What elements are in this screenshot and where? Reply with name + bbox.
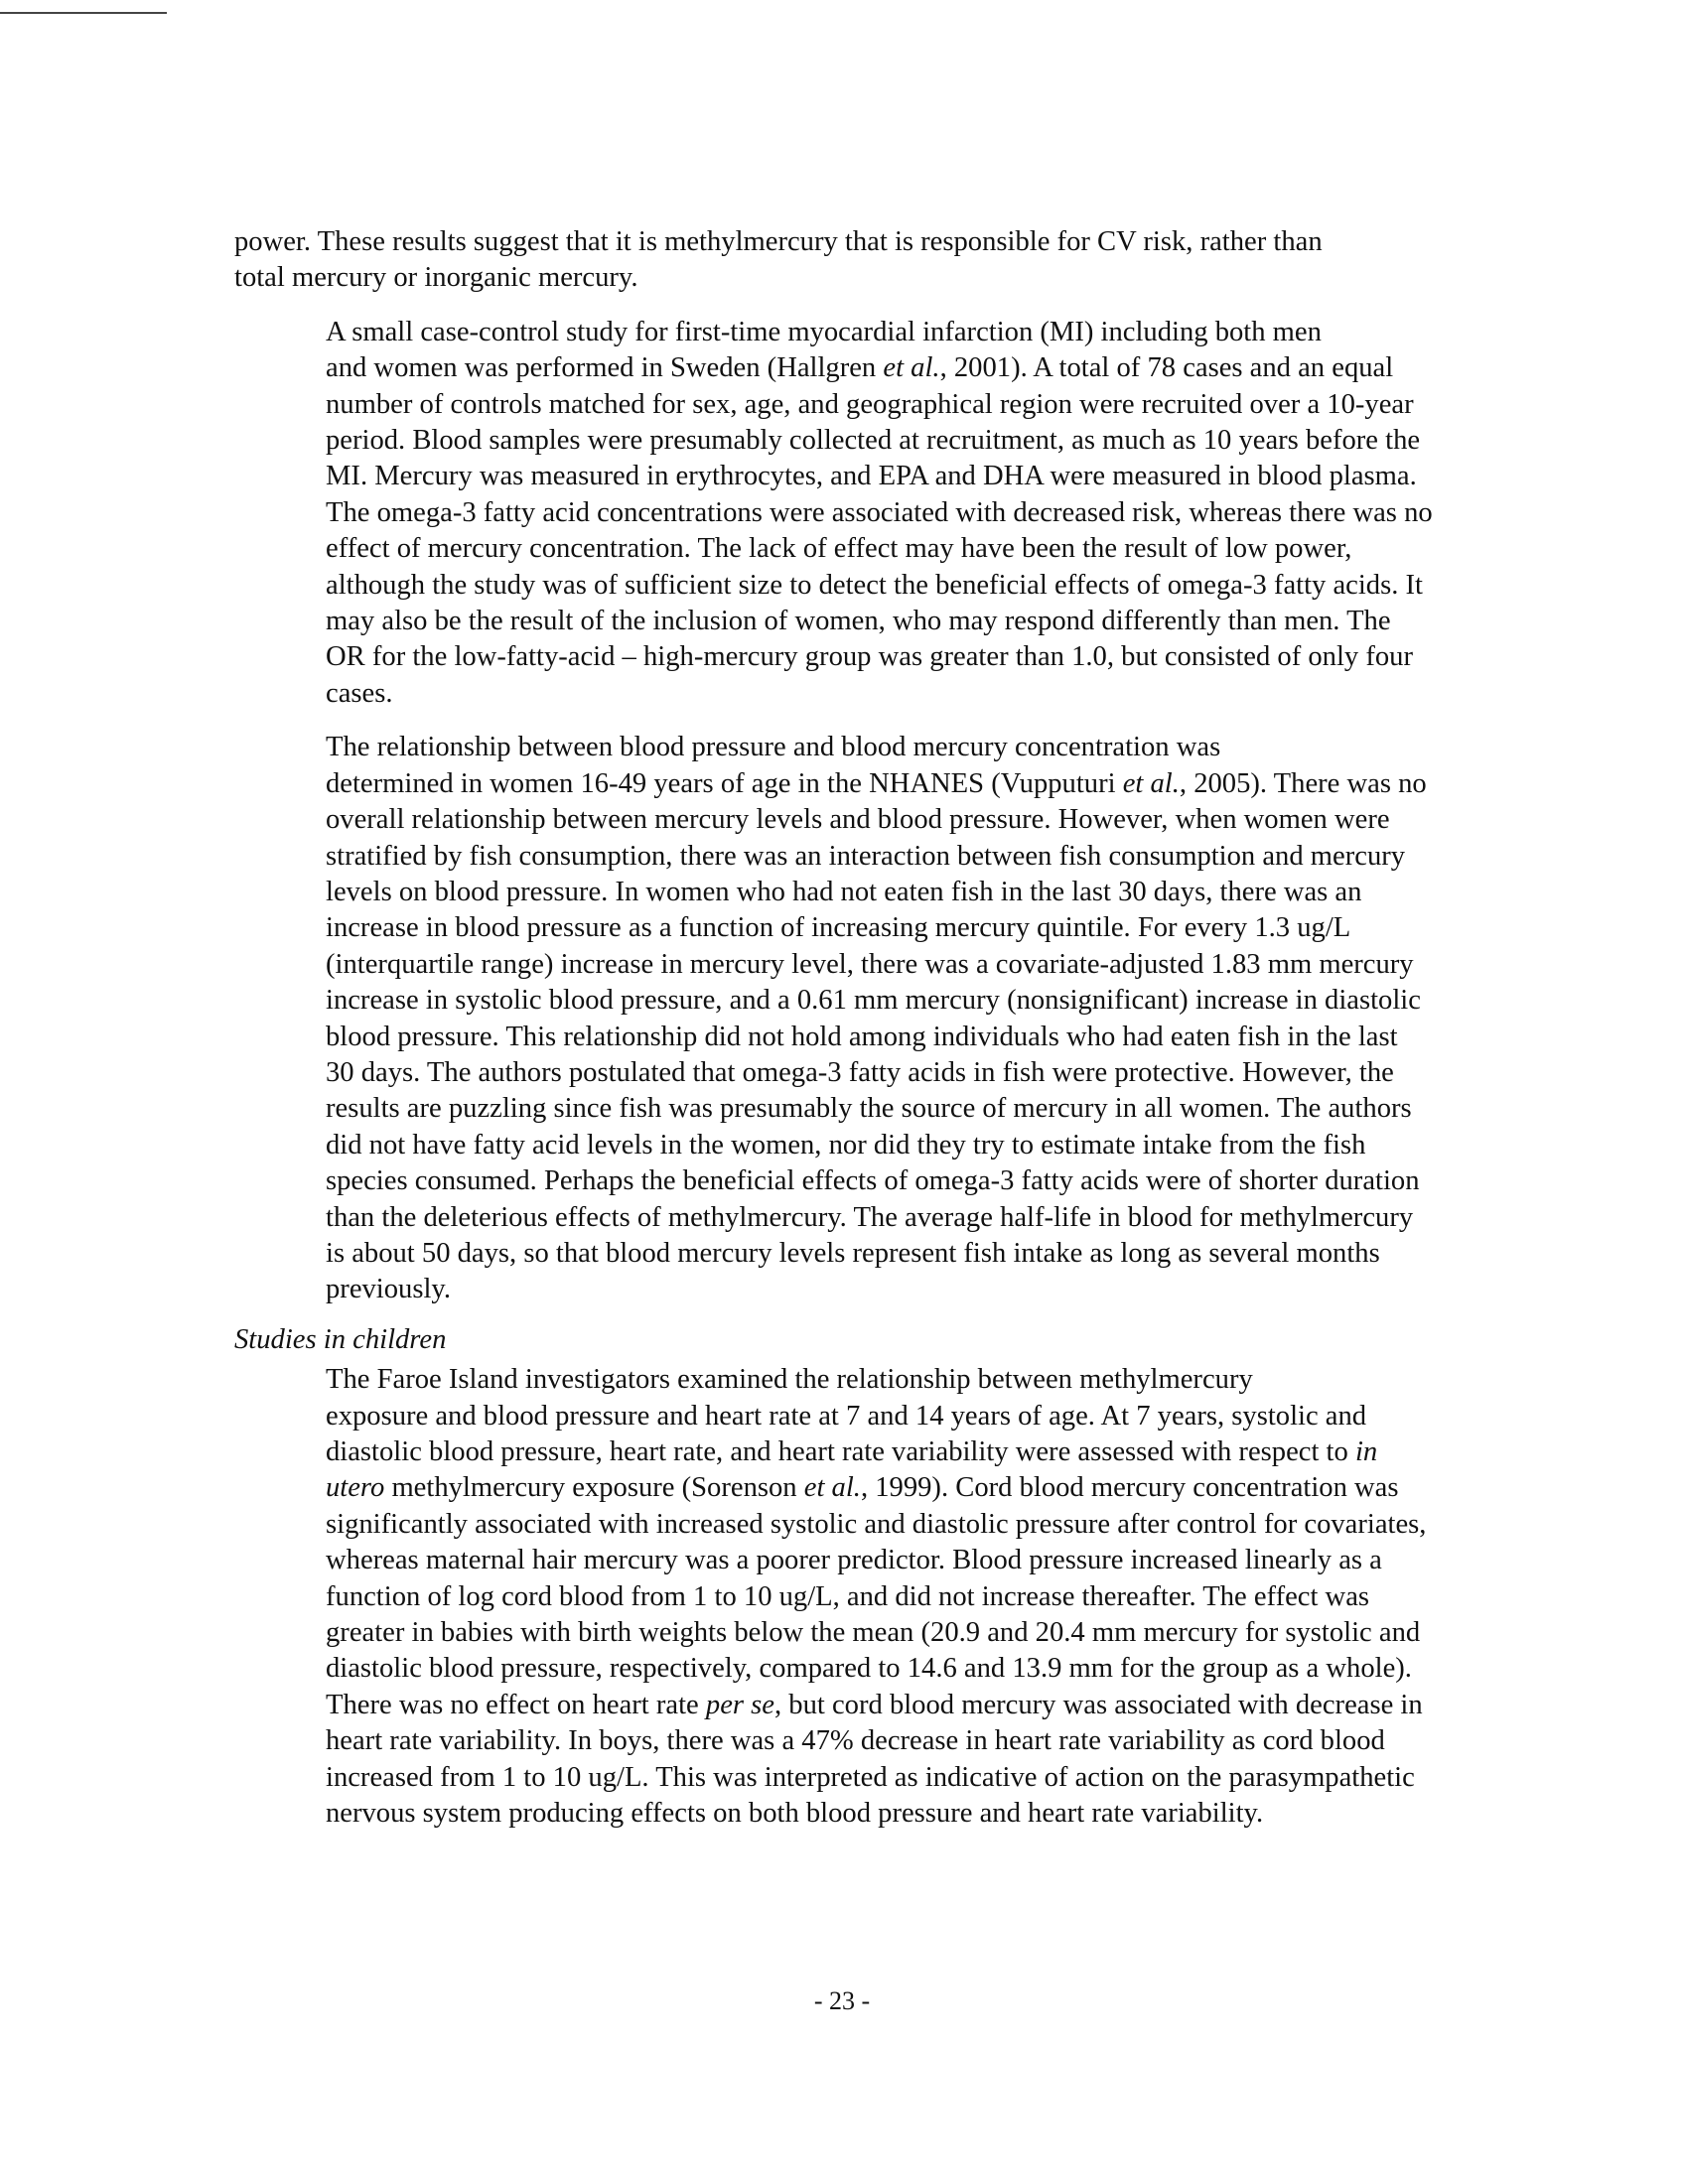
text-run: , but cord blood mercury was associated with decrease in heart rate variability. In boys, there was a 47% decrease in heart rate variability as cord blood increased from 1 to 10 ug/L. This was interpreted as indicative of action on the parasympathetic nervous system producing effects on both blood pressure and heart rate variability. <box>326 1689 1423 1830</box>
paragraph-cv-risk-conclusion <box>234 224 1475 297</box>
header-rule <box>0 12 167 14</box>
page-body <box>234 224 1475 1849</box>
paragraph-nhanes-blood-pressure <box>234 730 1475 1308</box>
section-heading-studies-in-children: Studies in children <box>234 1323 447 1355</box>
text-run: , 2005). There was no overall relationship between mercury levels and blood pressure. However, when women were stratified by fish consumption, there was an interaction between fish consumption and mercury levels on blood pressure. In women who had not eaten fish in the last 30 days, there was an increase in blood pressure as a function of increasing mercury quintile. For every 1.3 ug/L (interquartile range) increase in mercury level, there was a covariate-adjusted 1.83 mm mercury increase in systolic blood pressure, and a 0.61 mm mercury (nonsignificant) increase in diastolic blood pressure. This relationship did not hold among individuals who had eaten fish in the last 30 days. The authors postulated that omega-3 fatty acids in fish were protective. However, the results are puzzling since fish was presumably the source of mercury in all women. The authors did not have fatty acid levels in the women, nor did they try to estimate intake from the fish species consumed. Perhaps the beneficial effects of omega-3 fatty acids were of shorter duration than the deleterious effects of methylmercury. The average half-life in blood for methylmercury is about 50 days, so that blood mercury levels represent fish intake as long as several months previously. <box>326 767 1427 1305</box>
paragraph-sweden-case-control <box>234 315 1475 712</box>
italic-text-run: et al. <box>1122 767 1180 799</box>
text-run: The Faroe Island investigators examined the relationship between methylmercury exposure and blood pressure and heart rate at 7 and 14 years of age. At 7 years, systolic and diastolic blood pressure, heart rate, and heart rate variability were assessed with respect to <box>326 1364 1367 1467</box>
text-run: The relationship between blood pressure and blood mercury concentration was determined in women 16-49 years of age in the NHANES (Vupputuri <box>326 732 1221 799</box>
paragraph-faroe-island <box>234 1362 1475 1832</box>
italic-text-run: et al. <box>883 352 940 384</box>
text-run: power. These results suggest that it is methylmercury that is responsible for CV risk, rather than total mercury or inorganic mercury. <box>234 226 1323 294</box>
italic-text-run: per se <box>705 1689 774 1720</box>
text-run: A small case-control study for first-time myocardial infarction (MI) including both men and women was performed in Sweden (Hallgren <box>326 316 1322 384</box>
page-number: - 23 - <box>813 1986 871 2015</box>
italic-text-run: et al. <box>803 1472 861 1504</box>
text-run: , 1999). Cord blood mercury concentration was significantly associated with increased systolic and diastolic pressure after control for covariates, whereas maternal hair mercury was a poorer predictor. Blood pressure increased linearly as a function of log cord blood from 1 to 10 ug/L, and did not increase thereafter. The effect was greater in babies with birth weights below the mean (20.9 and 20.4 mm mercury for systolic and diastolic blood pressure, respectively, compared to 14.6 and 13.9 mm for the group as a whole). There was no effect on heart rate <box>326 1472 1427 1720</box>
text-run: methylmercury exposure (Sorenson <box>384 1472 804 1504</box>
italic-text-run: in utero <box>326 1436 1378 1504</box>
text-run: , 2001). A total of 78 cases and an equal number of controls matched for sex, age, and geographical region were recruited over a 10-year period. Blood samples were presumably collected at recruitment, as much as 10 years before the MI. Mercury was measured in erythrocytes, and EPA and DHA were measured in blood plasma. The omega-3 fatty acid concentrations were associated with decreased risk, whereas there was no effect of mercury concentration. The lack of effect may have been the result of low power, although the study was of sufficient size to detect the beneficial effects of omega-3 fatty acids. It may also be the result of the inclusion of women, who may respond differently than men. The OR for the low-fatty-acid – high-mercury group was greater than 1.0, but consisted of only four cases. <box>326 352 1433 709</box>
